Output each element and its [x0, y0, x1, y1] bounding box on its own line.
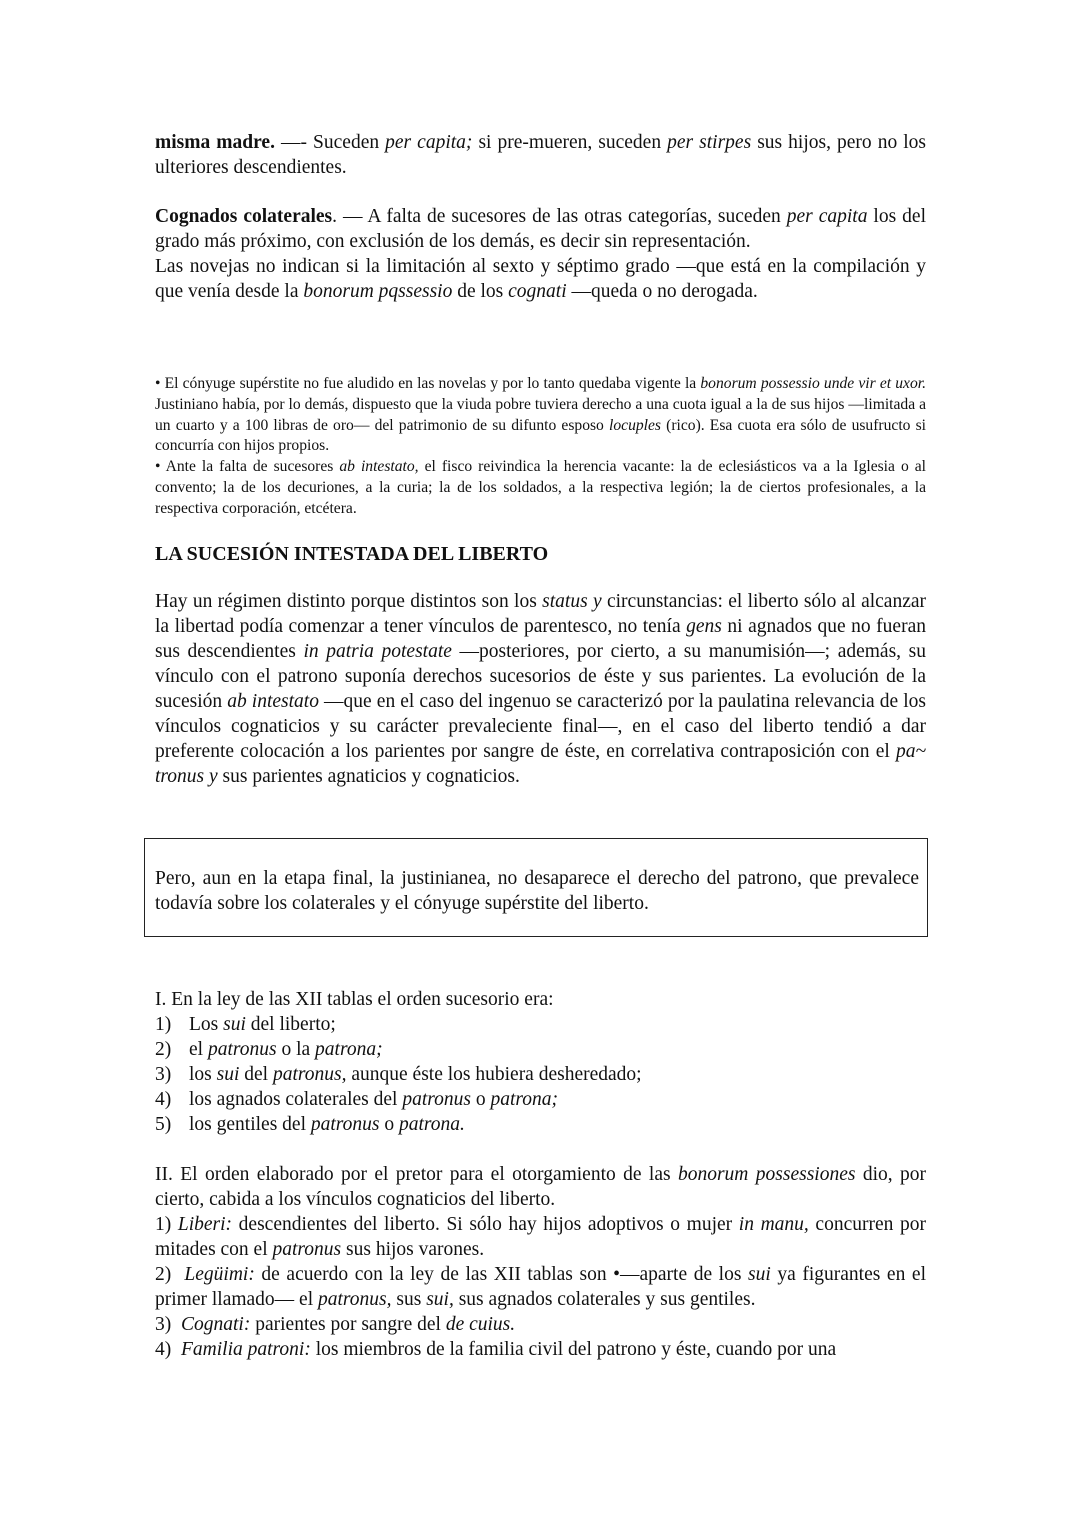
- note-conyuge: [155, 374, 926, 457]
- text: parientes por sangre del: [250, 1314, 446, 1335]
- text: el: [189, 1039, 208, 1060]
- text: (rico). Esa cuota era sólo de usufructo si concurría con hijos propios.: [155, 416, 927, 455]
- latin-term: patronus,: [272, 1064, 347, 1085]
- latin-term: sui: [223, 1014, 246, 1035]
- list-item: [155, 1212, 926, 1262]
- latin-term: Cognati:: [181, 1314, 251, 1335]
- boxed-note: [144, 838, 928, 937]
- text: sus: [391, 1289, 427, 1310]
- latin-term: ab intestato: [227, 691, 319, 712]
- text: el fisco reivindica la herencia vacante: la de eclesiásticos va a la Iglesia o al convento; la de los decuriones, a la curia; la de los soldados, a la respectiva legión; la de ciertos profesionales, a la respectiva corporación, etcétera.: [155, 458, 926, 517]
- text: los del grado más próximo, con exclusión de los demás, es decir sin representación.: [155, 206, 926, 252]
- latin-term: per capita;: [385, 132, 473, 153]
- list-item: [155, 1262, 926, 1312]
- latin-term: Legüimi:: [184, 1264, 255, 1285]
- latin-term: cognati: [508, 281, 567, 302]
- item-number: 2): [155, 1039, 172, 1060]
- paragraph-misma-madre: [155, 130, 926, 180]
- latin-term: gens: [686, 616, 722, 637]
- item-number: 5): [155, 1114, 172, 1135]
- text: ni agnados que no fueran sus descendientes: [155, 616, 926, 662]
- latin-term: patronus: [207, 1039, 277, 1060]
- text: de acuerdo con la ley de las XII tablas son •—aparte de los: [254, 1264, 749, 1285]
- bold-term: misma madre.: [155, 132, 275, 153]
- item-number: 2): [155, 1264, 185, 1285]
- latin-term: pa~ tronus y: [155, 741, 926, 787]
- latin-term: Familia patroni:: [181, 1339, 311, 1360]
- section-cognados-colaterales: [155, 204, 926, 304]
- text: . — A falta de sucesores de las otras categorías, suceden: [332, 206, 787, 227]
- item-number: 1): [155, 1214, 178, 1235]
- text: sus agnados colaterales y sus gentiles.: [453, 1289, 756, 1310]
- list-item: [155, 1012, 926, 1037]
- latin-term: bonorum possessio unde vir et uxor.: [700, 375, 926, 392]
- latin-term: in manu,: [738, 1214, 809, 1235]
- text: de los: [452, 281, 509, 302]
- text: aunque éste los hubiera desheredado;: [346, 1064, 642, 1085]
- text: • El cónyuge supérstite no fue aludido en las novelas y por lo tanto quedaba vigente la: [155, 375, 701, 392]
- latin-term: locuples: [609, 416, 661, 434]
- latin-term: bonorum pqssessio: [303, 281, 453, 302]
- item-number: 3): [155, 1314, 181, 1335]
- latin-term: bonorum possessiones: [677, 1164, 856, 1185]
- text: los gentiles del: [189, 1114, 311, 1135]
- list-item: [155, 1062, 926, 1087]
- section-heading: LA SUCESIÓN INTESTADA DEL LIBERTO: [155, 543, 549, 565]
- text: sus parientes agnaticios y cognaticios.: [217, 766, 520, 787]
- list-item: [155, 1112, 926, 1137]
- text: o: [379, 1114, 399, 1135]
- text: o: [470, 1089, 491, 1110]
- latin-term: per capita: [786, 206, 868, 227]
- item-number: 4): [155, 1089, 172, 1110]
- text: los miembros de la familia civil del patrono y éste, cuando por una: [310, 1339, 837, 1360]
- text: ya figurantes en el primer llamado— el: [155, 1264, 926, 1310]
- list-xii-tablas: [155, 987, 926, 1137]
- latin-term: patronus: [272, 1239, 342, 1260]
- latin-term: ab intestato,: [339, 458, 419, 476]
- text: —queda o no derogada.: [566, 281, 758, 302]
- text: sus hijos varones.: [341, 1239, 485, 1260]
- list-pretor: [155, 1162, 926, 1362]
- latin-term: sui,: [426, 1289, 454, 1310]
- text: si pre-mueren, suceden: [472, 132, 668, 153]
- item-number: 4): [155, 1339, 181, 1360]
- latin-term: patronus,: [318, 1289, 392, 1310]
- text: Hay un régimen distinto porque distintos son los: [155, 591, 543, 612]
- text: II. El orden elaborado por el pretor para el otorgamiento de las: [155, 1164, 678, 1185]
- latin-term: patronus: [402, 1089, 471, 1110]
- text: concurren por mitades con el: [155, 1214, 927, 1260]
- text: —que en el caso del ingenuo se caracterizó por la paulatina relevancia de los vínculos cognaticios y su carácter prevaleciente final—, en el caso del liberto tendió a dar preferente colocación a los parientes por sangre de éste, en correlativa contraposición con el: [155, 691, 926, 762]
- boxed-note-text: Pero, aun en la etapa final, la justinianea, no desaparece el derecho del patrono, que prevalece todavía sobre los colaterales y el cónyuge supérstite del liberto.: [155, 868, 919, 914]
- latin-term: sui: [748, 1264, 771, 1285]
- text: o la: [276, 1039, 316, 1060]
- text: los: [189, 1064, 217, 1085]
- item-number: 1): [155, 1014, 172, 1035]
- text: Las novejas no indican si la limitación al sexto y séptimo grado —que está en la compilación y que venía desde la: [155, 256, 926, 302]
- text: circunstancias: el liberto sólo al alcanzar la libertad podía comenzar a tener vínculos de parentesco, no tenía: [155, 591, 927, 637]
- bold-term: Cognados colaterales: [155, 206, 333, 227]
- item-number: 3): [155, 1064, 172, 1085]
- latin-term: per stirpes: [667, 132, 752, 153]
- latin-term: patrona.: [398, 1114, 465, 1135]
- text: • Ante la falta de sucesores: [155, 458, 340, 476]
- text: sus hijos, pero no los ulteriores descendientes.: [155, 132, 926, 178]
- paragraph-regimen: [155, 589, 926, 789]
- latin-term: in patria potestate: [303, 641, 452, 662]
- text: del: [239, 1064, 273, 1085]
- text: —posteriores, por cierto, a su manumisión—; además, su vínculo con el patrono suponía derechos sucesorios de éste y sus parientes. La evolución de la sucesión: [155, 641, 926, 712]
- note-fisco: [155, 457, 926, 519]
- list-intro: [155, 1162, 926, 1212]
- text: dio, por cierto, cabida a los vínculos cognaticios del liberto.: [155, 1164, 926, 1210]
- list-intro: I. En la ley de las XII tablas el orden sucesorio era:: [155, 989, 554, 1010]
- text: del liberto;: [245, 1014, 336, 1035]
- notes-block: [155, 374, 926, 520]
- latin-term: patrona;: [490, 1089, 558, 1110]
- list-item: [155, 1337, 926, 1362]
- latin-term: status y: [542, 591, 602, 612]
- latin-term: Liberi:: [177, 1214, 233, 1235]
- list-item: [155, 1087, 926, 1112]
- text: descendientes del liberto. Si sólo hay hijos adoptivos o mujer: [232, 1214, 739, 1235]
- list-item: [155, 1037, 926, 1062]
- text: —- Suceden: [274, 132, 386, 153]
- latin-term: de cuius.: [445, 1314, 516, 1335]
- latin-term: patronus: [310, 1114, 380, 1135]
- list-item: [155, 1312, 926, 1337]
- text: los agnados colaterales del: [189, 1089, 403, 1110]
- latin-term: sui: [216, 1064, 240, 1085]
- latin-term: patrona;: [315, 1039, 383, 1060]
- text: Justiniano había, por lo demás, dispuesto que la viuda pobre tuviera derecho a una cuota igual a la de sus hijos —limitada a un cuarto y a 100 libras de oro— del patrimonio de su difunto esposo: [155, 395, 926, 434]
- text: Los: [189, 1014, 224, 1035]
